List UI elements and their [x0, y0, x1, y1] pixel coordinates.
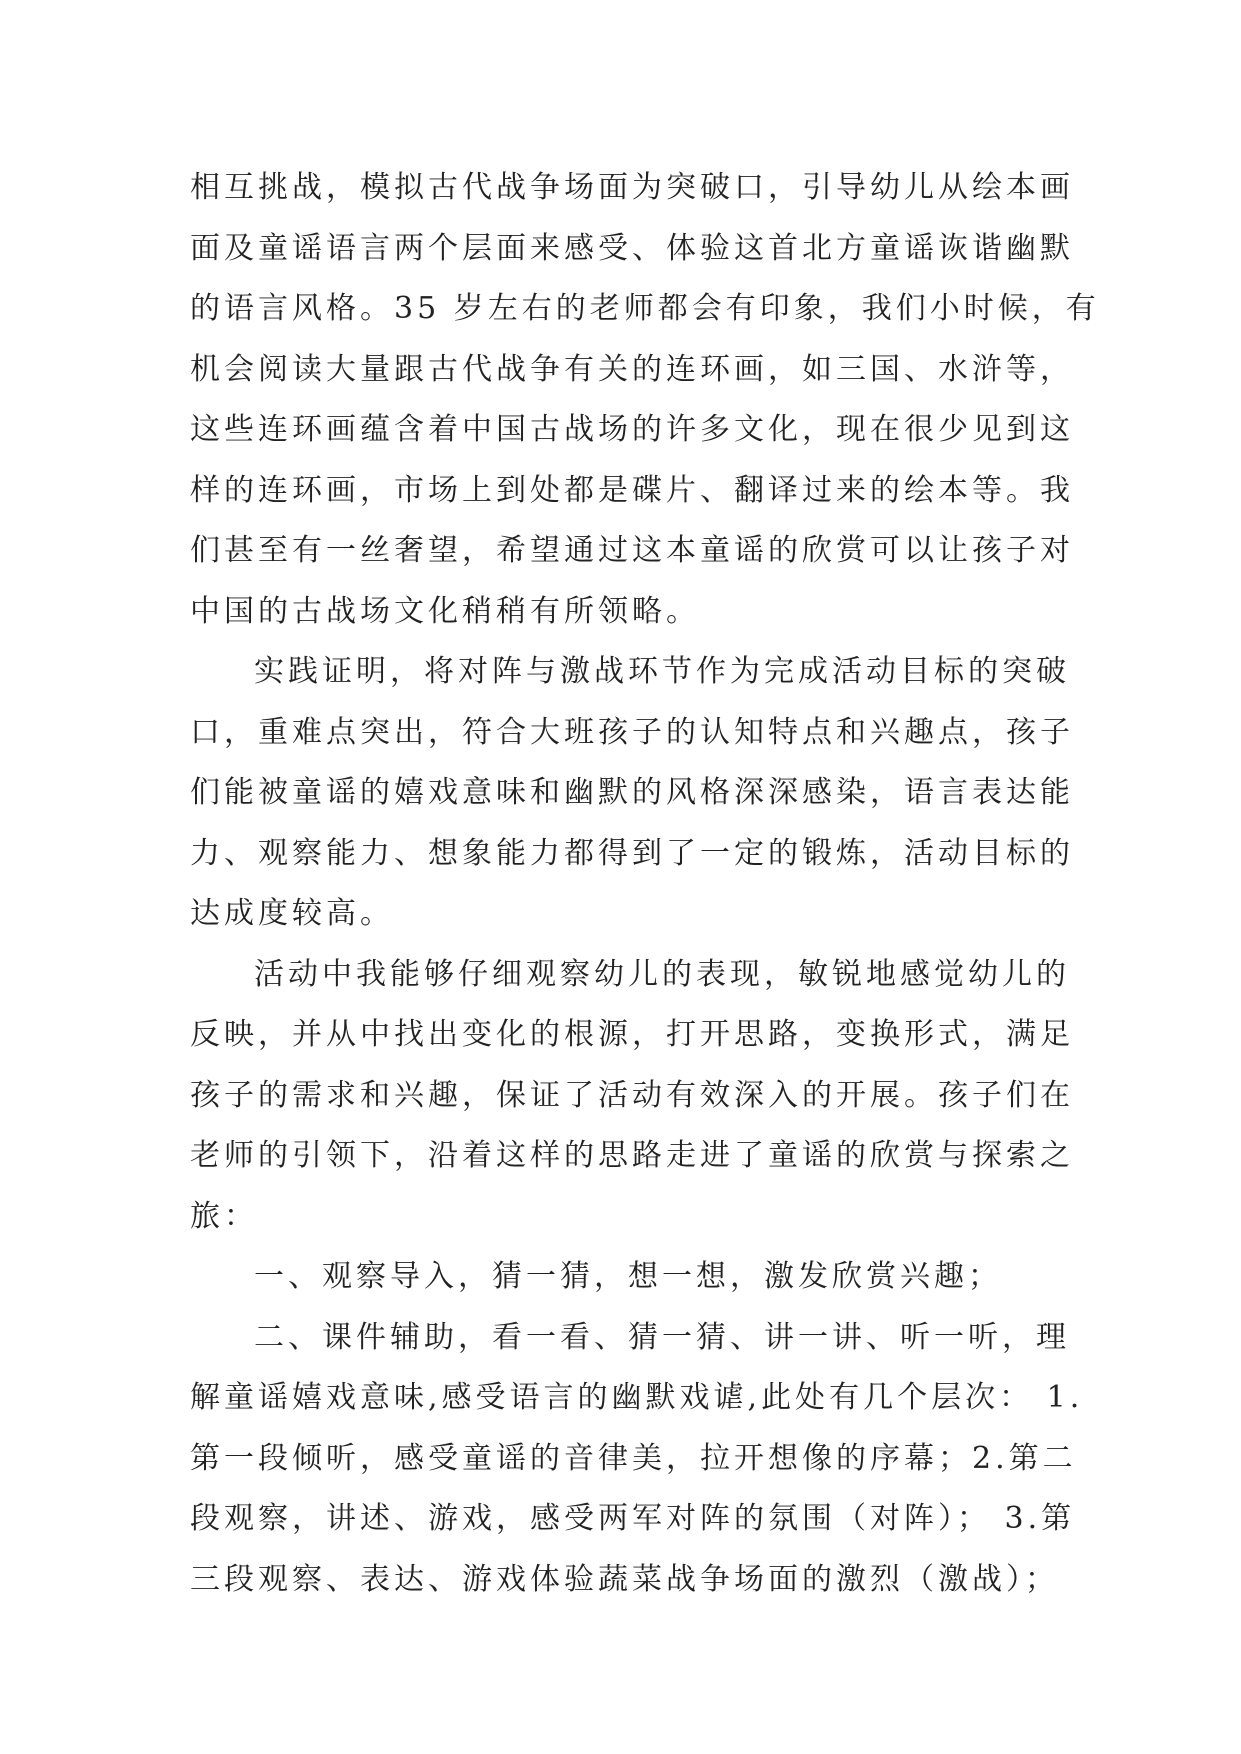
- text-line: 相互挑战，模拟古代战争场面为突破口，引导幼儿从绘本画: [190, 170, 1074, 205]
- paragraph: [190, 1308, 1084, 1611]
- paragraph: [190, 642, 1074, 945]
- text-line: 解童谣嬉戏意味,感受语言的幽默戏谑,此处有几个层次： 1.: [190, 1380, 1084, 1415]
- text-line: 一、观察导入，猜一猜，想一想，激发欣赏兴趣；: [254, 1259, 1002, 1294]
- text-line: 实践证明，将对阵与激战环节作为完成活动目标的突破: [254, 654, 1070, 689]
- text-line: 段观察，讲述、游戏，感受两军对阵的氛围（对阵）； 3.第: [190, 1501, 1076, 1536]
- text-line: 们甚至有一丝奢望，希望通过这本童谣的欣赏可以让孩子对: [190, 533, 1074, 568]
- text-line: 样的连环画，市场上到处都是碟片、翻译过来的绘本等。我: [190, 472, 1074, 508]
- paragraph: [190, 945, 1074, 1248]
- text-line: 达成度较高。: [190, 896, 394, 931]
- text-line: 孩子的需求和兴趣，保证了活动有效深入的开展。孩子们在: [190, 1077, 1074, 1113]
- text-line: 口，重难点突出，符合大班孩子的认知特点和兴趣点，孩子: [190, 714, 1074, 750]
- text-line: 面及童谣语言两个层面来感受、体验这首北方童谣诙谐幽默: [190, 230, 1074, 266]
- text-line: 机会阅读大量跟古代战争有关的连环画，如三国、水浒等，: [190, 351, 1074, 387]
- text-line: 的语言风格。35 岁左右的老师都会有印象，我们小时候，有: [190, 291, 1100, 326]
- text-line: 中国的古战场文化稍稍有所领略。: [190, 593, 700, 629]
- paragraph: [190, 158, 1100, 642]
- text-line: 旅：: [190, 1198, 258, 1234]
- document-body: [190, 158, 1100, 1610]
- text-line: 们能被童谣的嬉戏意味和幽默的风格深深感染，语言表达能: [190, 775, 1074, 810]
- text-line: 这些连环画蕴含着中国古战场的许多文化，现在很少见到这: [190, 412, 1074, 447]
- text-line: 二、课件辅助，看一看、猜一猜、讲一讲、听一听，理: [254, 1319, 1070, 1355]
- text-line: 力、观察能力、想象能力都得到了一定的锻炼，活动目标的: [190, 835, 1074, 871]
- paragraph: [190, 1247, 1060, 1308]
- text-line: 第一段倾听，感受童谣的音律美，拉开想像的序幕；2.第二: [190, 1440, 1077, 1476]
- text-line: 老师的引领下，沿着这样的思路走进了童谣的欣赏与探索之: [190, 1138, 1074, 1173]
- text-line: 活动中我能够仔细观察幼儿的表现，敏锐地感觉幼儿的: [254, 956, 1070, 992]
- text-line: 反映，并从中找出变化的根源，打开思路，变换形式，满足: [190, 1017, 1074, 1052]
- text-line: 三段观察、表达、游戏体验蔬菜战争场面的激烈（激战）；: [190, 1561, 1059, 1597]
